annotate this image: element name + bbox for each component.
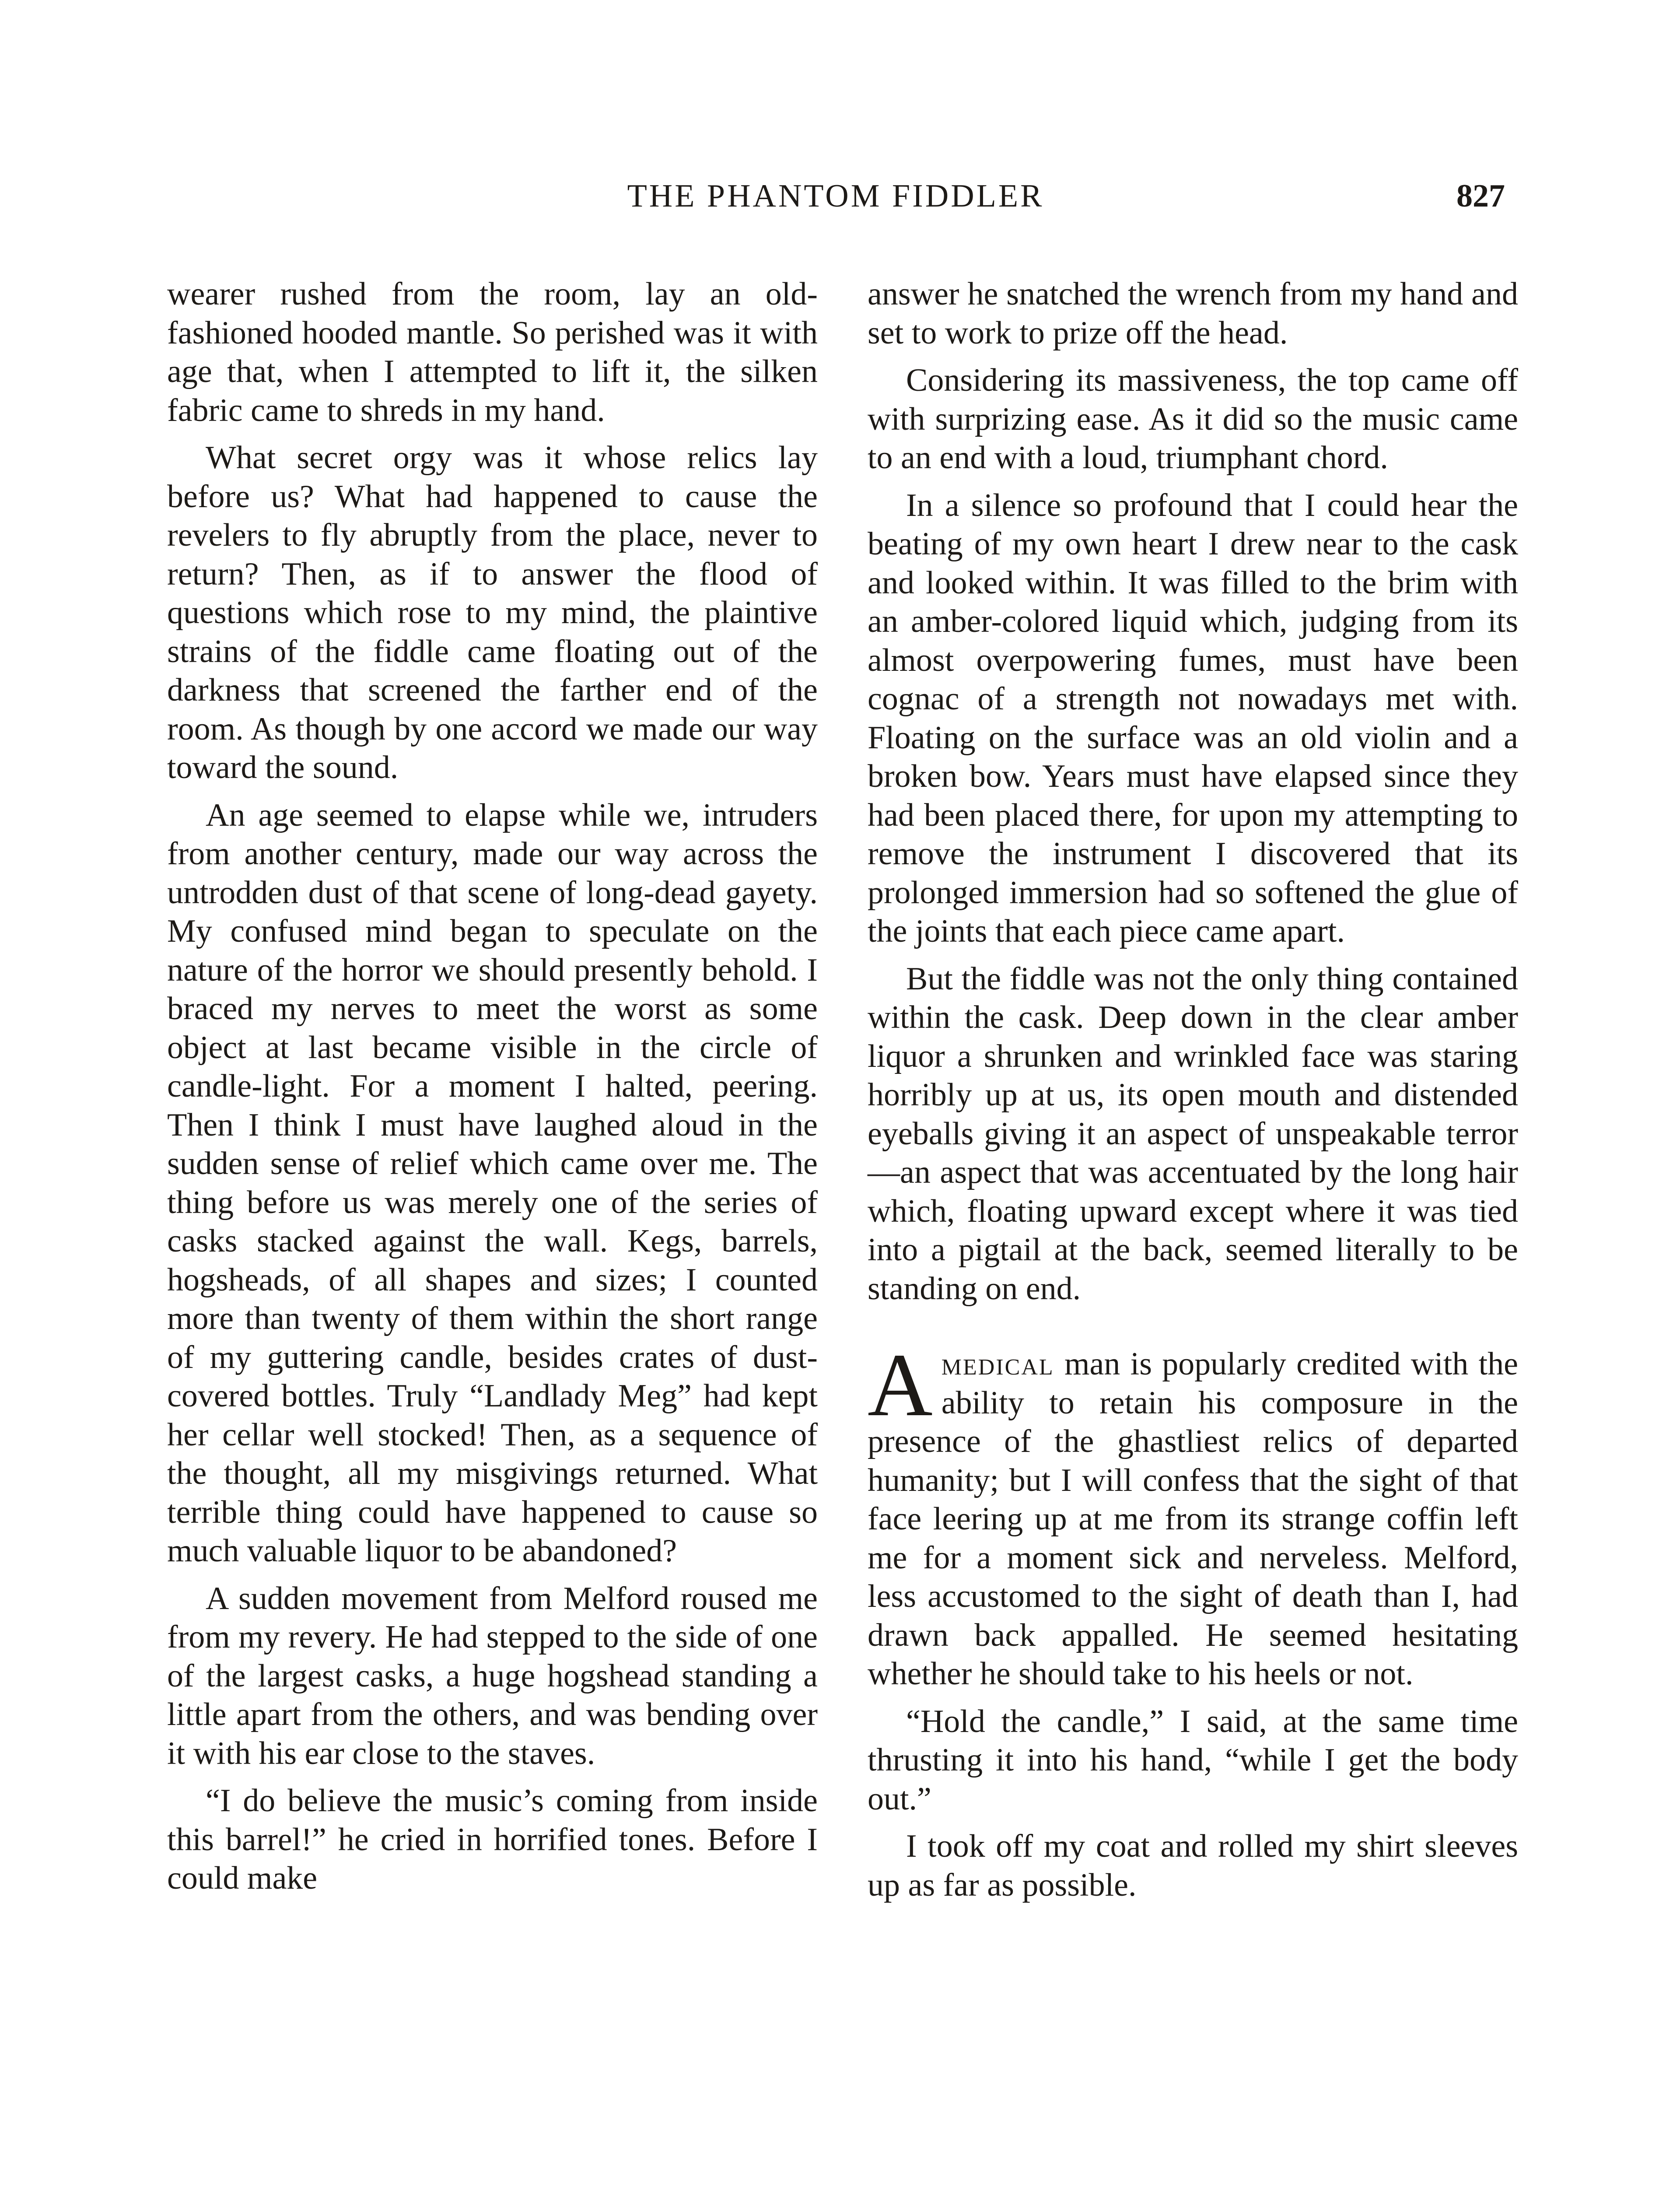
paragraph: In a silence so profound that I could hear the beating of my own heart I drew near to the cask and looked within. It was filled to the brim with an amber-colored liquid which, judging from its almost overpowering fumes, must have been cognac of a strength not nowadays met with. Floating on the surface was an old violin and a broken bow. Years must have elapsed since they had been placed there, for upon my attempting to remove the instrument I discovered that its prolonged immersion had so softened the glue of the joints that each piece came apart. bbox=[868, 487, 1518, 949]
paragraph: answer he snatched the wrench from my hand and set to work to prize off the head. bbox=[868, 276, 1518, 351]
small-caps-word: medical bbox=[941, 1346, 1054, 1382]
paragraph-text: man is popularly credited with the ability to retain his composure in the presence of the ghastliest relics of departed humanity; but I will confess that the sight of that face leering up at me from its strange coffin left me for a moment sick and nerveless. Melford, less accustomed to the sight of death than I, had drawn back appalled. He seemed hesitating whether he should take to his heels or not. bbox=[868, 1346, 1518, 1692]
paragraph: “I do believe the music’s coming from inside this barrel!” he cried in horrified tones. Before I could make bbox=[167, 1783, 818, 1896]
running-title: THE PHANTOM FIDDLER bbox=[627, 178, 1044, 214]
page-header bbox=[166, 174, 1505, 218]
paragraph: An age seemed to elapse while we, intruders from another century, made our way across the untrodden dust of that scene of long-dead gayety. My confused mind began to speculate on the nature of the horror we should presently behold. I braced my nerves to meet the worst as some object at last became visible in the circle of candle-light. For a moment I halted, peering. Then I think I must have laughed aloud in the sudden sense of relief which came over me. The thing before us was merely one of the series of casks stacked against the wall. Kegs, barrels, hogsheads, of all shapes and sizes; I counted more than twenty of them within the short range of my guttering candle, besides crates of dust-covered bottles. Truly “Landlady Meg” had kept her cellar well stocked! Then, as a sequence of the thought, all my misgivings returned. What terrible thing could have happened to cause so much valuable liquor to be abandoned? bbox=[167, 797, 818, 1569]
drop-cap: A bbox=[868, 1335, 933, 1435]
paragraph: “Hold the candle,” I said, at the same time thrusting it into his hand, “while I get the body out.” bbox=[868, 1703, 1518, 1817]
paragraph: A sudden movement from Melford roused me from my revery. He had stepped to the side of one of the largest casks, a huge hogshead standing a little apart from the others, and was bending over it with his ear close to the staves. bbox=[167, 1580, 818, 1771]
section-opening-paragraph bbox=[868, 1335, 1518, 1694]
right-column bbox=[868, 275, 1518, 1913]
paragraph: What secret orgy was it whose relics lay before us? What had happened to cause the revelers to fly abruptly from the place, never to return? Then, as if to answer the flood of questions which rose to my mind, the plaintive strains of the fiddle came floating out of the darkness that screened the farther end of the room. As though by one accord we made our way toward the sound. bbox=[167, 440, 818, 785]
paragraph: Considering its massiveness, the top came off with surprizing ease. As it did so the music came to an end with a loud, triumphant chord. bbox=[868, 362, 1518, 476]
left-column bbox=[167, 275, 818, 1907]
section-break bbox=[868, 1317, 1518, 1345]
paragraph: I took off my coat and rolled my shirt sleeves up as far as possible. bbox=[868, 1828, 1518, 1903]
page-number: 827 bbox=[1456, 178, 1505, 214]
paragraph: But the fiddle was not the only thing contained within the cask. Deep down in the clear amber liquor a shrunken and wrinkled face was staring horribly up at us, its open mouth and distended eyeballs giving it an aspect of unspeakable terror—an aspect that was accentuated by the long hair which, floating upward except where it was tied into a pigtail at the back, seemed literally to be standing on end. bbox=[868, 961, 1518, 1307]
paragraph: wearer rushed from the room, lay an old-fashioned hooded mantle. So perished was it with age that, when I attempted to lift it, the silken fabric came to shreds in my hand. bbox=[167, 276, 818, 428]
